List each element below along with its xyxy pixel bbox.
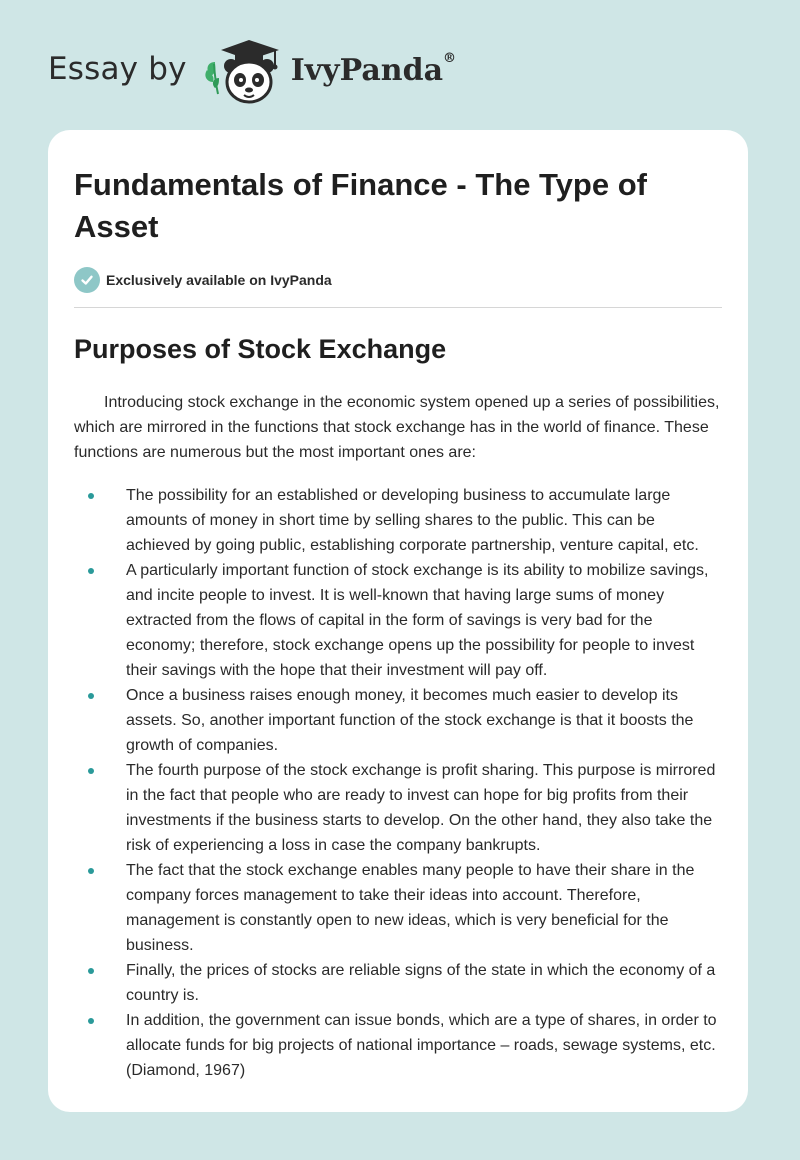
registered-mark: ®: [443, 50, 457, 66]
list-item: [74, 758, 722, 858]
section-heading: Purposes of Stock Exchange: [74, 334, 447, 364]
list-item: [74, 858, 722, 958]
list-item-text: The possibility for an established or developing business to accumulate large amounts of money in short time by selling shares to the public. This can be achieved by going public, establishing corporate partnership, venture capital, etc.: [126, 487, 699, 554]
list-item: [74, 683, 722, 758]
bullet-dot-icon: [88, 493, 94, 499]
essay-by-label: Essay by: [48, 51, 187, 87]
brand-name[interactable]: [290, 50, 457, 88]
list-item-text: Once a business raises enough money, it becomes much easier to develop its assets. So, another important function of the stock exchange is that it boosts the growth of companies.: [126, 687, 694, 754]
availability-badge: [74, 266, 722, 294]
title-divider: [74, 307, 722, 308]
list-item: [74, 958, 722, 1008]
essay-title: Fundamentals of Finance - The Type of Asset: [74, 167, 647, 244]
list-item-text: A particularly important function of stock exchange is its ability to mobilize savings, and incite people to invest. It is well-known that having large sums of money extracted from the flows of capital in the form of savings is very bad for the economy; therefore, stock exchange opens up the possibility for people to invest their savings with the hope that their investment will pay off.: [126, 562, 709, 679]
bullet-dot-icon: [88, 868, 94, 874]
bullet-dot-icon: [88, 693, 94, 699]
list-item-text: The fact that the stock exchange enables many people to have their share in the company forces management to take their ideas into account. Therefore, management is constantly open to new ideas, which is very beneficial for the business.: [126, 862, 695, 954]
list-item-text: The fourth purpose of the stock exchange is profit sharing. This purpose is mirrored in the fact that people who are ready to invest can hope for big profits from their investments if the business starts to develop. On the other hand, they also take the risk of experiencing a loss in case the company bankrupts.: [126, 762, 716, 854]
essay-card: [48, 130, 748, 1112]
list-item-text: Finally, the prices of stocks are reliable signs of the state in which the economy of a country is.: [126, 962, 716, 1004]
list-item: [74, 1008, 722, 1083]
panda-graduate-logo-icon[interactable]: [201, 36, 287, 108]
list-item: [74, 558, 722, 683]
bullet-dot-icon: [88, 768, 94, 774]
list-item-text: In addition, the government can issue bonds, which are a type of shares, in order to allocate funds for big projects of national importance – roads, sewage systems, etc. (Diamond, 1967): [126, 1012, 717, 1079]
brand-text: IvyPanda: [290, 52, 444, 88]
site-header: [48, 36, 456, 108]
check-circle-icon: [74, 267, 100, 293]
intro-paragraph: Introducing stock exchange in the economic system opened up a series of possibilities, which are mirrored in the functions that stock exchange has in the world of finance. These functions are numerous but the most important ones are:: [74, 394, 720, 461]
list-item: [74, 483, 722, 558]
bullet-dot-icon: [88, 1018, 94, 1024]
bullet-dot-icon: [88, 968, 94, 974]
bullet-dot-icon: [88, 568, 94, 574]
purposes-list: [74, 483, 722, 1083]
availability-text: Exclusively available on IvyPanda: [106, 272, 332, 288]
